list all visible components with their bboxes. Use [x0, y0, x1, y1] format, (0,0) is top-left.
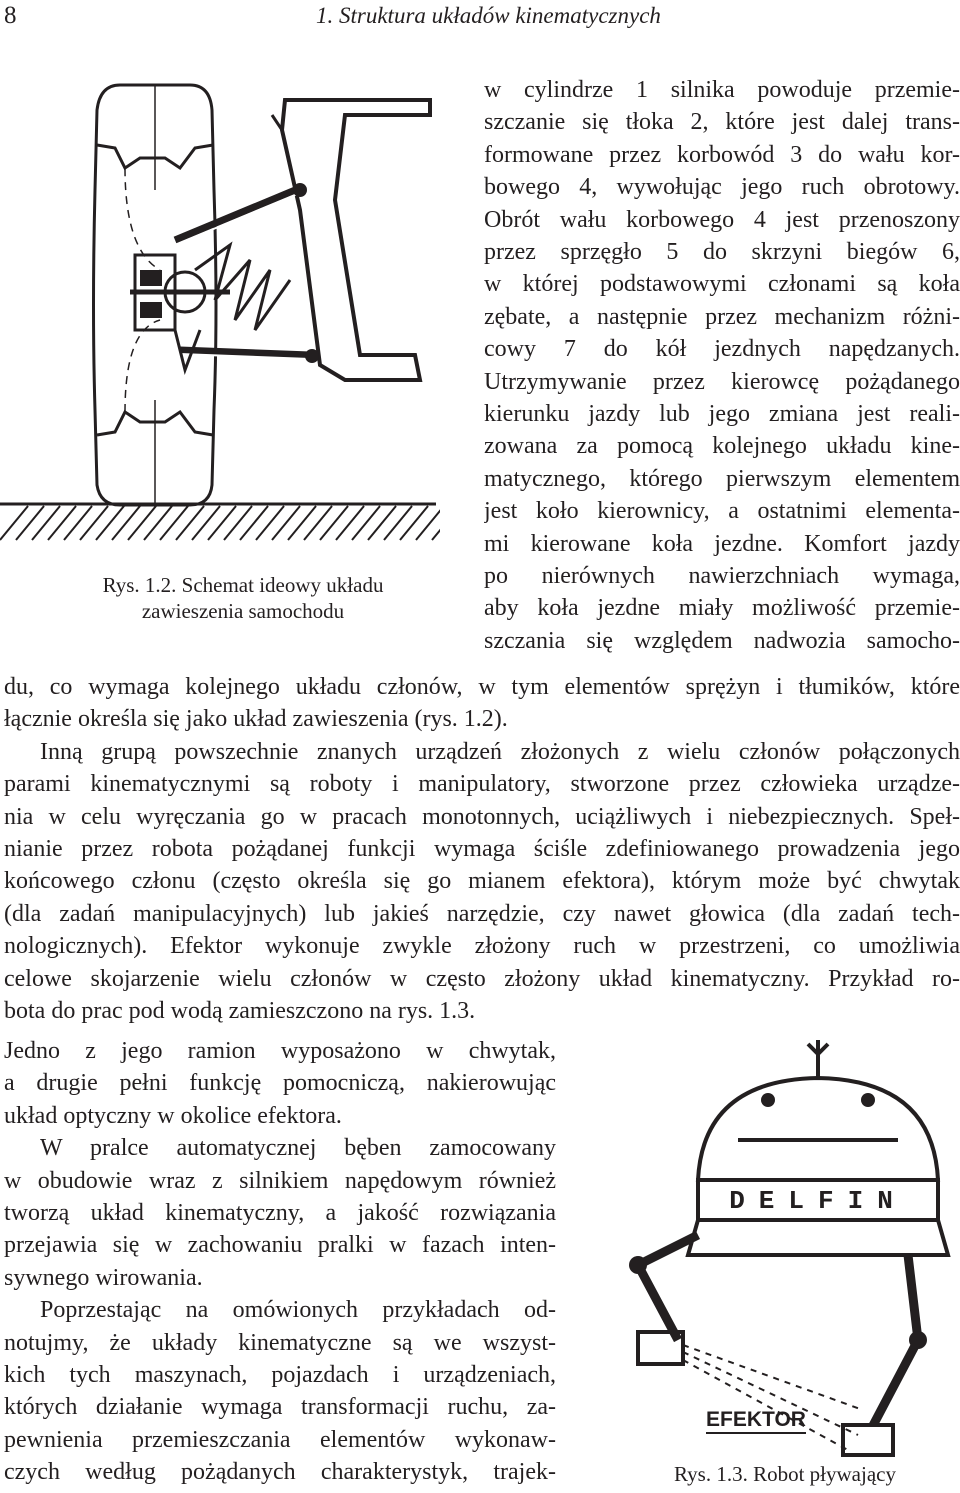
figure-1-2-caption-line2: zawieszenia samochodu [141, 599, 345, 623]
left-col-line: pewnienia przemieszczania elementów wykonaw- [4, 1426, 556, 1453]
full-col-line: końcowego członu (często określa się go mianem efektora), którym może być chwytak [4, 868, 960, 895]
right-col-line: zowana za pomocą kolejnego układu kine- [484, 433, 960, 460]
right-col-line: matycznego, którego pierwszym elementem [484, 465, 960, 492]
ground-hatch-line [176, 506, 204, 540]
left-col-line: notujmy, że układy kinematyczne są we wszyst- [4, 1329, 556, 1356]
ground-hatch-line [32, 506, 60, 540]
full-col-line: Inną grupą powszechnie znanych urządzeń złożonych z wielu członów połączonych [40, 738, 960, 765]
right-col-line: szczania się względem nadwozia samocho- [484, 627, 960, 654]
right-col-line: jest koło kierownicy, a ostatnimi elementa- [484, 498, 960, 525]
left-col-line: kich tych maszynach, pojazdach i urządzeniach, [4, 1362, 556, 1388]
ground-hatch-line [128, 506, 156, 540]
left-col-line: sywnego wirowania. [4, 1264, 203, 1291]
ground-hatch-line [0, 506, 28, 540]
swimming-robot-figure [578, 1040, 958, 1460]
right-col-line: Obrót wału korbowego 4 jest przenoszony [484, 206, 960, 233]
ground-hatch-line [272, 506, 300, 540]
right-col-line: w której podstawowymi członami są koła [484, 271, 960, 298]
effector-label: EFEKTOR [706, 1408, 806, 1434]
ground-hatch-line [304, 506, 332, 540]
left-col-line: a drugie pełni funkcję pomocniczą, nakierowując [4, 1070, 556, 1097]
left-col-line: tworzą układ kinematyczny, a jakość rozwiązania [4, 1200, 556, 1226]
right-col-line: zębate, a następnie przez mechanizm różni- [484, 303, 960, 330]
ground-hatch-line [192, 506, 220, 540]
left-col-line: W pralce automatycznej bęben zamocowany [40, 1135, 556, 1162]
full-col-line: celowe skojarzenie wielu członów w często złożony układ kinematyczny. Przykład ro- [4, 965, 960, 992]
full-col-line: nia w celu wyręczania go w pracach monotonnych, uciążliwych i niebezpiecznych. Speł- [4, 803, 960, 830]
left-col-line: w obudowie wraz z silnikiem napędowym również [4, 1167, 556, 1194]
right-col-line: w cylindrze 1 silnika powoduje przemie- [484, 77, 960, 103]
ground-hatch-line [96, 506, 124, 540]
left-col-line: układ optyczny w okolice efektora. [4, 1102, 342, 1129]
vehicle-name-label: DELFIN [729, 1186, 907, 1216]
page-number: 8 [4, 2, 17, 29]
right-col-line: aby koła jezdne miały możliwość przemie- [484, 595, 960, 622]
full-col-line: (dla zadań manipulacyjnych) lub jakieś narzędzie, czy nawet głowica (dla zadań tech- [4, 900, 960, 927]
running-title: 1. Struktura układów kinematycznych [316, 3, 661, 28]
full-col-line: bota do prac pod wodą zamieszczono na rys. 1.3. [4, 998, 476, 1024]
ground-hatch-line [368, 506, 396, 540]
ground-hatch-line [320, 506, 348, 540]
right-col-line: szczanie się tłoka 2, które jest dalej trans- [484, 109, 960, 136]
right-col-line: kierunku jazdy lub jego zmiana jest reali- [484, 401, 960, 427]
ground-hatch-line [400, 506, 428, 540]
left-col-line: Jedno z jego ramion wyposażono w chwytak, [4, 1038, 556, 1064]
ground-hatch-line [208, 506, 236, 540]
ground-hatch-line [240, 506, 268, 540]
ground-hatch-line [48, 506, 76, 540]
ground-hatch-line [336, 506, 364, 540]
ground-hatch-line [80, 506, 108, 540]
full-col-line: nianie przez robota pożądanej funkcji wymaga ściśle zdefiniowanego prowadzenia jego [4, 836, 960, 862]
left-col-line: czych według pożądanych charakterystyk, trajek- [4, 1459, 556, 1486]
full-col-line: nologicznych). Efektor wykonuje zwykle złożony ruch w przestrzeni, co umożliwia [4, 933, 960, 960]
ground-hatch-line [144, 506, 172, 540]
full-col-line: du, co wymaga kolejnego układu członów, w tym elementów sprężyn i tłumików, które [4, 674, 960, 700]
ground-hatch-line [352, 506, 380, 540]
ground-hatch-line [288, 506, 316, 540]
right-col-line: mi kierowane koła jezdne. Komfort jazdy [484, 530, 960, 557]
figure-1-2-caption [60, 572, 426, 624]
figure-1-3-caption: Rys. 1.3. Robot pływający [674, 1462, 896, 1486]
left-col-line: przejawia się w zachowaniu pralki w fazach inten- [4, 1232, 556, 1259]
ground-hatch-line [160, 506, 188, 540]
ground-hatch-line [224, 506, 252, 540]
ground-hatch-line [112, 506, 140, 540]
figure-1-2-caption-line1: Rys. 1.2. Schemat ideowy układu [102, 573, 384, 597]
right-col-line: bowego 4, wywołując jego ruch obrotowy. [484, 174, 960, 201]
right-col-line: cowy 7 do kół jezdnych napędzanych. [484, 336, 960, 363]
suspension-schematic [0, 70, 440, 560]
left-col-line: Poprzestając na omówionych przykładach od- [40, 1297, 556, 1324]
ground-hatch-line [256, 506, 284, 540]
left-col-line: których działanie wymaga transformacji ruchu, za- [4, 1394, 556, 1421]
right-col-line: formowane przez korbowód 3 do wału kor- [484, 141, 960, 168]
right-col-line: Utrzymywanie przez kierowcę pożądanego [484, 368, 960, 395]
right-col-line: przez sprzęgło 5 do skrzyni biegów 6, [484, 239, 960, 265]
full-col-line: parami kinematycznymi są roboty i manipulatory, stworzone przez człowieka urządze- [4, 771, 960, 798]
ground-hatch-line [64, 506, 92, 540]
full-col-line: łącznie określa się jako układ zawieszenia (rys. 1.2). [4, 706, 508, 733]
right-col-line: po nierównych nawierzchniach wymaga, [484, 563, 960, 589]
ground-hatch-line [384, 506, 412, 540]
ground-hatch-line [16, 506, 44, 540]
